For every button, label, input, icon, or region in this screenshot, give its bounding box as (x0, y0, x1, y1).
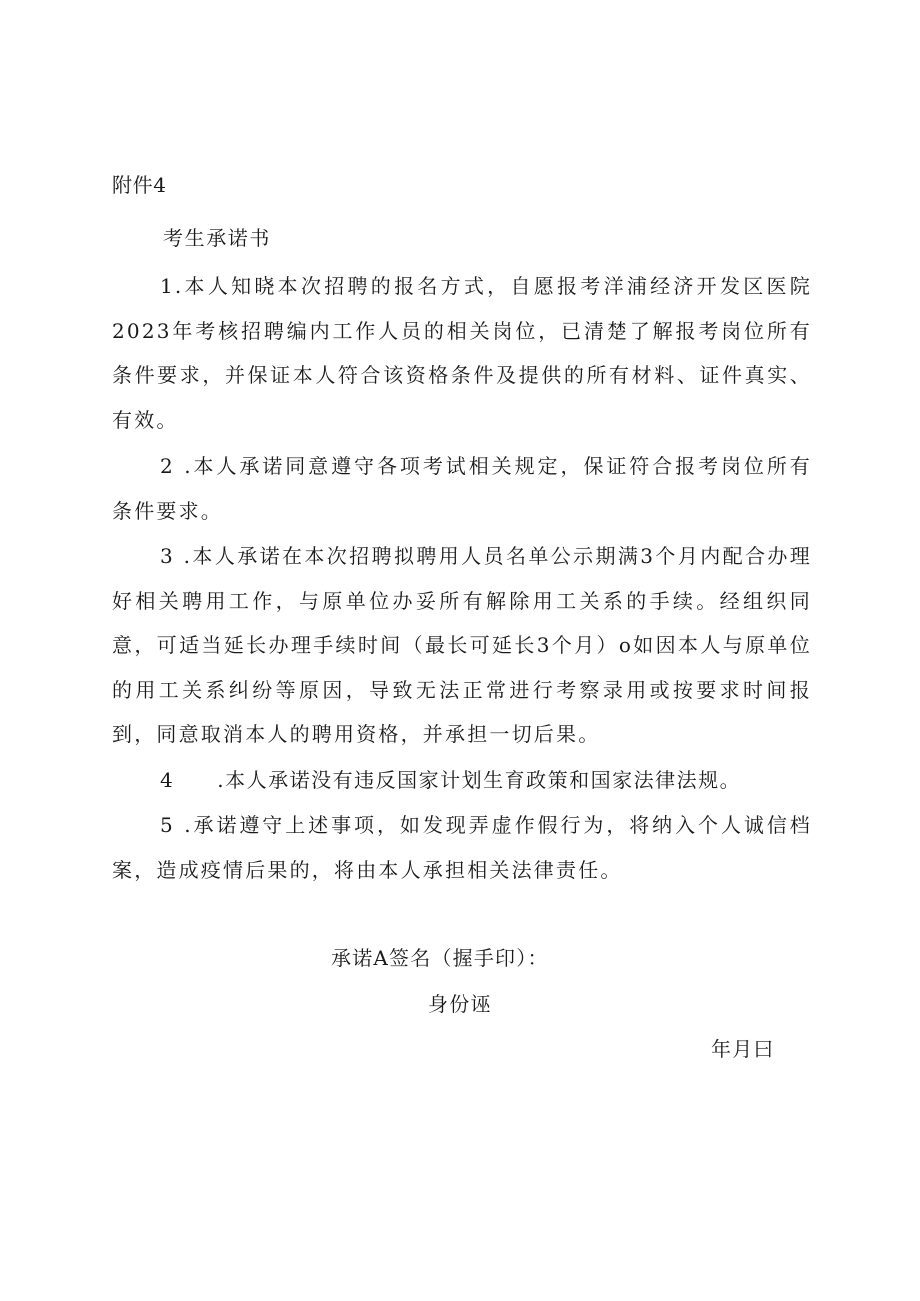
paragraph-5: 5 .承诺遵守上述事项，如发现弄虚作假行为，将纳入个人诚信档案，造成疫情后果的，将由本人承担相关法律责任。 (112, 813, 812, 882)
paragraph-4: 4 .本人承诺没有违反国家计划生育政策和国家法律法规。 (160, 768, 742, 792)
paragraph-2: 2 .本人承诺同意遵守各项考试相关规定，保证符合报考岗位所有条件要求。 (112, 454, 812, 523)
paragraph-1: 1.本人知晓本次招聘的报名方式，自愿报考洋浦经济开发区医院2023年考核招聘编内工作人员的相关岗位，已清楚了解报考岗位所有条件要求，并保证本人符合该资格条件及提供的所有材料、证件真实、有效。 (112, 274, 812, 432)
id-number-label: 身份诬 (428, 992, 492, 1016)
date-label: 年月曰 (711, 1037, 775, 1061)
attachment-label: 附件4 (112, 173, 167, 197)
paragraph-3: 3 .本人承诺在本次招聘拟聘用人员名单公示期满3个月内配合办理好相关聘用工作，与原单位办妥所有解除用工关系的手续。经组织同意，可适当延长办理手续时间（最长可延长3个月）o如因本人与原单位的用工关系纠纷等原因，导致无法正常进行考察录用或按要求时间报到，同意取消本人的聘用资格，并承担一切后果。 (112, 544, 812, 746)
document-title: 考生承诺书 (163, 226, 271, 250)
signature-label: 承诺A签名（握手印）： (331, 946, 549, 970)
